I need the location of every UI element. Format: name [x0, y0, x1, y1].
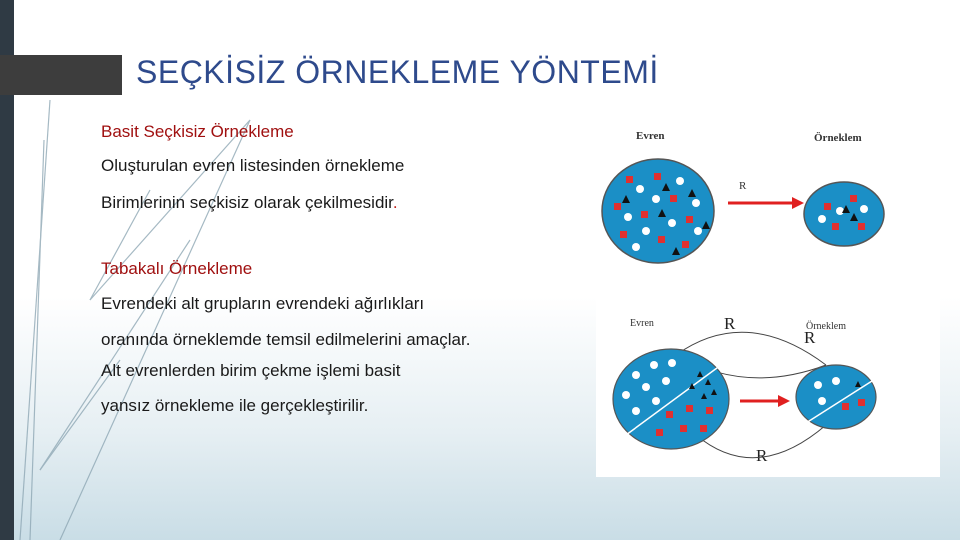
sample-circle	[804, 182, 884, 246]
r-label: R	[739, 180, 747, 192]
slide-title: SEÇKİSİZ ÖRNEKLEME YÖNTEMİ	[136, 54, 659, 90]
evren-label: Evren	[636, 130, 665, 142]
stratified-line-2: oranında örneklemde temsil edilmelerini amaçlar.	[101, 330, 471, 349]
strat-arrow-right	[740, 395, 790, 407]
section-heading-simple: Basit Seçkisiz Örnekleme	[101, 122, 294, 141]
simple-line-2	[101, 193, 398, 213]
strat-r-top-left: R	[724, 314, 736, 333]
arrow-right	[728, 197, 804, 209]
section-heading-stratified: Tabakalı Örnekleme	[101, 259, 253, 278]
stratified-line-3: Alt evrenlerden birim çekme işlemi basit	[101, 361, 401, 380]
stratified-line-4: yansız örnekleme ile gerçekleştirilir.	[101, 396, 369, 415]
orneklem-label: Örneklem	[814, 132, 862, 144]
strat-r-bottom: R	[756, 446, 768, 465]
stratified-line-1: Evrendeki alt grupların evrendeki ağırlıkları	[101, 294, 425, 313]
strat-sample-circle	[796, 365, 876, 429]
simple-sampling-diagram	[596, 111, 896, 269]
strat-evren-label: Evren	[630, 318, 654, 329]
simple-line-1: Oluşturulan evren listesinden örnekleme	[101, 156, 405, 175]
stratified-sampling-diagram	[596, 285, 940, 477]
simple-line-2-period: .	[392, 193, 398, 212]
strat-r-top-right: R	[804, 328, 816, 347]
strat-orneklem-label: Örneklem	[806, 321, 846, 332]
title-accent-bar	[0, 55, 122, 95]
simple-line-2-text: Birimlerinin seçkisiz olarak çekilmesidir	[101, 193, 393, 212]
